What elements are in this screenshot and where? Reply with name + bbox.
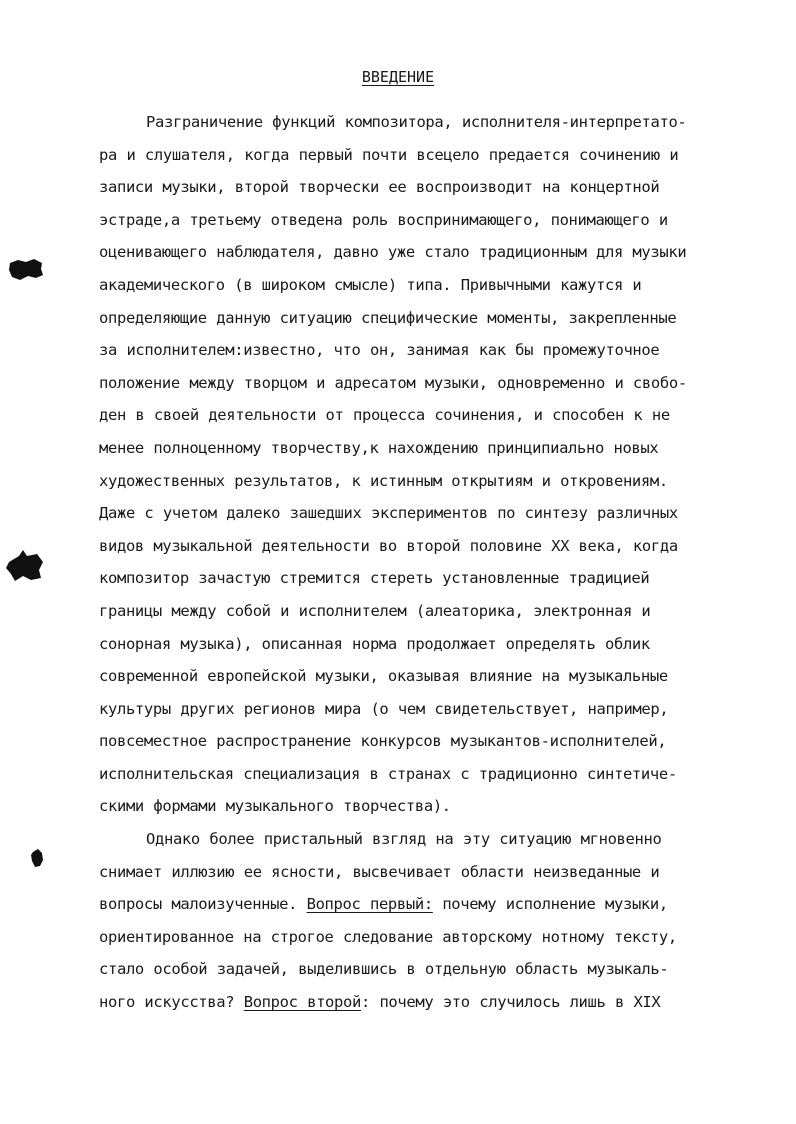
text-line: культуры других регионов мира (о чем свидетельствует, например, xyxy=(99,699,669,718)
text-line: сонорная музыка), описанная норма продолжает определять облик xyxy=(99,634,650,653)
text-line: современной европейской музыки, оказывая влияние на музыкальные xyxy=(99,667,668,686)
body-text xyxy=(99,106,749,1019)
ink-blot-bottom-icon xyxy=(30,848,44,868)
text-span: ного искусства? xyxy=(99,993,244,1012)
page-title: ВВЕДЕНИЕ xyxy=(361,68,435,86)
text-line: менее полноценному творчеству,к нахождению принципиально новых xyxy=(99,438,659,457)
text-line: композитор зачастую стремится стереть установленные традицией xyxy=(99,569,650,588)
text-line: снимает иллюзию ее ясности, высвечивает области неизведанные и xyxy=(99,862,660,881)
text-line: исполнительская специализация в странах с традиционно синтетиче- xyxy=(99,764,677,783)
text-line: записи музыки, второй творчески ее воспроизводит на концертной xyxy=(99,178,660,197)
ink-blot-top-icon xyxy=(8,257,44,283)
question-one-label: Вопрос первый: xyxy=(306,895,433,914)
text-line: стало особой задачей, выделившись в отдельную область музыкаль- xyxy=(99,960,669,979)
text-line: Даже с учетом далеко зашедших экспериментов по синтезу различных xyxy=(99,504,678,523)
text-line: художественных результатов, к истинным открытиям и откровениям. xyxy=(99,471,668,490)
text-line: видов музыкальной деятельности во второй половине XX века, когда xyxy=(99,536,678,555)
text-line: положение между творцом и адресатом музыки, одновременно и свобо- xyxy=(99,373,687,392)
text-line: ра и слушателя, когда первый почти всецело предается сочинению и xyxy=(99,145,679,164)
text-line: определяющие данную ситуацию специфические моменты, закрепленные xyxy=(99,308,677,327)
text-line: Разграничение функций композитора, исполнителя-интерпретато- xyxy=(146,113,687,131)
text-line: Однако более пристальный взгляд на эту ситуацию мгновенно xyxy=(146,830,662,849)
text-line: ден в своей деятельности от процесса сочинения, и способен к не xyxy=(99,406,670,425)
text-line xyxy=(99,986,749,1019)
text-line: границы между собой и исполнителем (алеаторика, электронная и xyxy=(99,601,651,620)
text-line xyxy=(99,888,749,921)
text-line: за исполнителем:известно, что он, занимая как бы промежуточное xyxy=(99,341,660,360)
text-line: оценивающего наблюдателя, давно уже стало традиционным для музыки xyxy=(99,243,687,262)
text-line: скими формами музыкального творчества). xyxy=(99,797,451,816)
text-span: почему исполнение музыки, xyxy=(432,895,668,914)
text-line: эстраде,а третьему отведена роль воспринимающего, понимающего и xyxy=(99,210,668,229)
text-line: ориентированное на строгое следование авторскому нотному тексту, xyxy=(99,927,677,946)
ink-blot-middle-icon xyxy=(5,548,45,584)
text-span: : почему это случилось лишь в XIX xyxy=(360,993,661,1012)
text-line: повсеместное распространение конкурсов музыкантов-исполнителей, xyxy=(99,732,667,751)
question-two-label: Вопрос второй xyxy=(243,993,361,1012)
text-span: вопросы малоизученные. xyxy=(99,895,307,914)
text-line: академического (в широком смысле) типа. Привычными кажутся и xyxy=(99,275,642,294)
